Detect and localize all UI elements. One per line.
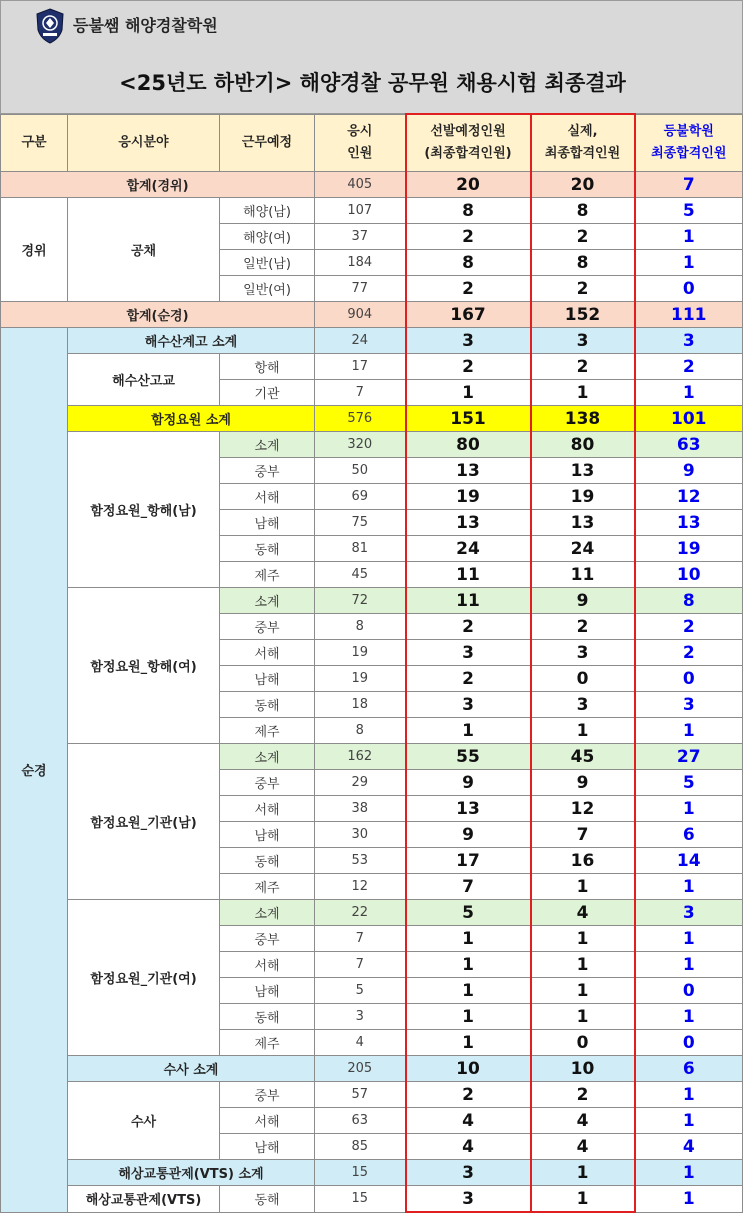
- cell-applicants: 3: [315, 1004, 406, 1030]
- cell-planned: 1: [406, 380, 531, 406]
- header-applicants: [315, 114, 406, 172]
- brand-name: 등불쌤 해양경찰학원: [73, 16, 218, 35]
- cell-applicants: 8: [315, 718, 406, 744]
- group-gigwan-f: 함정요원_기관(여): [68, 900, 220, 1056]
- cell-actual: 9: [531, 770, 635, 796]
- cell-applicants: 63: [315, 1108, 406, 1134]
- cell-actual: 2: [531, 1082, 635, 1108]
- cell-duty: 소계: [220, 588, 315, 614]
- header-planned-line1: 선발예정인원: [430, 124, 506, 139]
- cell-planned: 9: [406, 822, 531, 848]
- cell-duty: 동해: [220, 848, 315, 874]
- cell-academy: 8: [635, 588, 743, 614]
- cell-academy: 9: [635, 458, 743, 484]
- cell-duty: 중부: [220, 770, 315, 796]
- cell-academy: 0: [635, 276, 743, 302]
- cell-duty: 서해: [220, 952, 315, 978]
- cell-duty: 제주: [220, 1030, 315, 1056]
- cell-actual: 4: [531, 900, 635, 926]
- cell-applicants: 107: [315, 198, 406, 224]
- cell-applicants: 50: [315, 458, 406, 484]
- cell-planned: 11: [406, 562, 531, 588]
- cell-planned: 4: [406, 1134, 531, 1160]
- cell-academy: 5: [635, 770, 743, 796]
- cell-duty: 중부: [220, 458, 315, 484]
- cell-actual: 3: [531, 692, 635, 718]
- cell-duty: 제주: [220, 562, 315, 588]
- row-label: 해상교통관제(VTS) 소계: [68, 1160, 315, 1186]
- cell-duty: 남해: [220, 666, 315, 692]
- cell-applicants: 12: [315, 874, 406, 900]
- cell-duty: 중부: [220, 1082, 315, 1108]
- cell-duty: 항해: [220, 354, 315, 380]
- cell-applicants: 53: [315, 848, 406, 874]
- cell-planned: 20: [406, 172, 531, 198]
- cell-applicants: 85: [315, 1134, 406, 1160]
- cell-planned: 2: [406, 224, 531, 250]
- cell-academy: 14: [635, 848, 743, 874]
- cell-actual: 1: [531, 952, 635, 978]
- header-field: 응시분야: [68, 114, 220, 172]
- cell-planned: 3: [406, 640, 531, 666]
- cell-actual: 1: [531, 1160, 635, 1186]
- cell-academy: 2: [635, 354, 743, 380]
- cell-actual: 2: [531, 224, 635, 250]
- cell-planned: 24: [406, 536, 531, 562]
- table-row: [1, 198, 743, 224]
- cell-applicants: 205: [315, 1056, 406, 1082]
- table-row-subtotal: [1, 328, 743, 354]
- header-gubun: 구분: [1, 114, 68, 172]
- cell-applicants: 4: [315, 1030, 406, 1056]
- cell-actual: 1: [531, 1004, 635, 1030]
- cell-actual: 2: [531, 276, 635, 302]
- cell-planned: 1: [406, 1004, 531, 1030]
- cell-academy: 1: [635, 796, 743, 822]
- group-susa: 수사: [68, 1082, 220, 1160]
- cell-duty: 제주: [220, 874, 315, 900]
- cell-planned: 13: [406, 458, 531, 484]
- cell-applicants: 37: [315, 224, 406, 250]
- cell-applicants: 24: [315, 328, 406, 354]
- cell-academy: 2: [635, 640, 743, 666]
- group-hang-m: 함정요원_항해(남): [68, 432, 220, 588]
- cell-actual: 1: [531, 718, 635, 744]
- table-row-subtotal: [1, 406, 743, 432]
- cell-applicants: 75: [315, 510, 406, 536]
- cell-academy: 3: [635, 900, 743, 926]
- cell-duty: 해양(여): [220, 224, 315, 250]
- cell-academy: 19: [635, 536, 743, 562]
- cell-applicants: 19: [315, 640, 406, 666]
- group-gigwan-m: 함정요원_기관(남): [68, 744, 220, 900]
- cell-duty: 남해: [220, 822, 315, 848]
- cell-actual: 2: [531, 354, 635, 380]
- cell-applicants: 45: [315, 562, 406, 588]
- cell-actual: 4: [531, 1134, 635, 1160]
- cell-academy: 1: [635, 250, 743, 276]
- group-hang-f: 함정요원_항해(여): [68, 588, 220, 744]
- cell-academy: 63: [635, 432, 743, 458]
- cell-planned: 1: [406, 952, 531, 978]
- cell-duty: 중부: [220, 926, 315, 952]
- cell-academy: 10: [635, 562, 743, 588]
- cell-actual: 13: [531, 458, 635, 484]
- cell-actual: 3: [531, 640, 635, 666]
- header-academy-line2: 최종합격인원: [651, 145, 727, 161]
- cell-planned: 17: [406, 848, 531, 874]
- cell-academy: 1: [635, 1108, 743, 1134]
- cell-academy: 1: [635, 1082, 743, 1108]
- cell-applicants: 77: [315, 276, 406, 302]
- cell-applicants: 162: [315, 744, 406, 770]
- page-title: <25년도 하반기> 해양경찰 공무원 채용시험 최종결과: [119, 71, 626, 95]
- cell-academy: 0: [635, 978, 743, 1004]
- cell-applicants: 81: [315, 536, 406, 562]
- cell-planned: 55: [406, 744, 531, 770]
- cell-planned: 13: [406, 796, 531, 822]
- cell-planned: 80: [406, 432, 531, 458]
- cell-actual: 1: [531, 874, 635, 900]
- cell-academy: 1: [635, 874, 743, 900]
- table-row: [1, 432, 743, 458]
- cell-actual: 20: [531, 172, 635, 198]
- cell-applicants: 19: [315, 666, 406, 692]
- cell-actual: 0: [531, 1030, 635, 1056]
- cell-applicants: 320: [315, 432, 406, 458]
- cell-duty: 서해: [220, 796, 315, 822]
- cell-applicants: 72: [315, 588, 406, 614]
- cell-applicants: 5: [315, 978, 406, 1004]
- cell-applicants: 7: [315, 380, 406, 406]
- page-header: [0, 0, 743, 114]
- cell-planned: 2: [406, 614, 531, 640]
- cell-applicants: 7: [315, 926, 406, 952]
- cell-planned: 1: [406, 718, 531, 744]
- row-label: 합계(경위): [1, 172, 315, 198]
- header-applicants-line1: 응시: [347, 123, 373, 139]
- cell-actual: 7: [531, 822, 635, 848]
- table-row: [1, 588, 743, 614]
- cell-planned: 1: [406, 1030, 531, 1056]
- cell-academy: 101: [635, 406, 743, 432]
- table-row-subtotal: [1, 1160, 743, 1186]
- row-label: 수사 소계: [68, 1056, 315, 1082]
- cell-academy: 3: [635, 692, 743, 718]
- table-row-subtotal: [1, 1056, 743, 1082]
- cell-duty: 서해: [220, 640, 315, 666]
- cell-applicants: 184: [315, 250, 406, 276]
- header-actual: [531, 114, 635, 172]
- table-row-total-gyeongwi: [1, 172, 743, 198]
- cell-academy: 1: [635, 1004, 743, 1030]
- cell-planned: 10: [406, 1056, 531, 1082]
- cell-actual: 2: [531, 614, 635, 640]
- header-applicants-line2: 인원: [347, 145, 373, 161]
- cell-academy: 1: [635, 1160, 743, 1186]
- cell-planned: 3: [406, 1160, 531, 1186]
- header-academy: [635, 114, 743, 172]
- cell-planned: 8: [406, 198, 531, 224]
- cell-applicants: 18: [315, 692, 406, 718]
- table-row: [1, 900, 743, 926]
- cell-academy: 6: [635, 1056, 743, 1082]
- cell-actual: 24: [531, 536, 635, 562]
- cell-actual: 1: [531, 380, 635, 406]
- header-actual-line1: 실제,: [567, 124, 598, 139]
- cell-academy: 4: [635, 1134, 743, 1160]
- cell-planned: 3: [406, 692, 531, 718]
- cell-actual: 45: [531, 744, 635, 770]
- header-academy-line1: 등불학원: [663, 123, 714, 139]
- cell-planned: 1: [406, 978, 531, 1004]
- cell-actual: 1: [531, 1186, 635, 1213]
- cell-planned: 3: [406, 1186, 531, 1213]
- cell-academy: 1: [635, 926, 743, 952]
- cell-actual: 80: [531, 432, 635, 458]
- cell-actual: 3: [531, 328, 635, 354]
- row-label: 함정요원 소계: [68, 406, 315, 432]
- cell-actual: 1: [531, 926, 635, 952]
- row-label: 합계(순경): [1, 302, 315, 328]
- cell-planned: 9: [406, 770, 531, 796]
- cell-duty: 동해: [220, 1186, 315, 1213]
- cell-actual: 8: [531, 198, 635, 224]
- cell-actual: 0: [531, 666, 635, 692]
- cell-academy: 12: [635, 484, 743, 510]
- cell-duty: 동해: [220, 1004, 315, 1030]
- cell-actual: 10: [531, 1056, 635, 1082]
- group-vts: 해상교통관제(VTS): [68, 1186, 220, 1213]
- cell-applicants: 15: [315, 1160, 406, 1186]
- group-gongchae: 공채: [68, 198, 220, 302]
- cell-actual: 11: [531, 562, 635, 588]
- cell-academy: 5: [635, 198, 743, 224]
- cell-planned: 19: [406, 484, 531, 510]
- category-sungyeong: 순경: [1, 328, 68, 1213]
- cell-actual: 1: [531, 978, 635, 1004]
- header-planned: [406, 114, 531, 172]
- cell-planned: 5: [406, 900, 531, 926]
- cell-applicants: 69: [315, 484, 406, 510]
- cell-duty: 일반(여): [220, 276, 315, 302]
- cell-academy: 2: [635, 614, 743, 640]
- cell-academy: 0: [635, 1030, 743, 1056]
- table-row: [1, 744, 743, 770]
- cell-actual: 16: [531, 848, 635, 874]
- cell-duty: 서해: [220, 1108, 315, 1134]
- cell-actual: 19: [531, 484, 635, 510]
- cell-duty: 소계: [220, 432, 315, 458]
- table-header-row: [1, 114, 743, 172]
- cell-duty: 남해: [220, 1134, 315, 1160]
- cell-planned: 1: [406, 926, 531, 952]
- cell-planned: 2: [406, 354, 531, 380]
- cell-planned: 11: [406, 588, 531, 614]
- cell-academy: 1: [635, 952, 743, 978]
- table-row: [1, 1082, 743, 1108]
- results-table: [0, 113, 743, 1213]
- cell-actual: 9: [531, 588, 635, 614]
- cell-academy: 27: [635, 744, 743, 770]
- cell-academy: 7: [635, 172, 743, 198]
- cell-applicants: 405: [315, 172, 406, 198]
- cell-duty: 일반(남): [220, 250, 315, 276]
- cell-duty: 서해: [220, 484, 315, 510]
- cell-planned: 167: [406, 302, 531, 328]
- cell-planned: 7: [406, 874, 531, 900]
- cell-planned: 151: [406, 406, 531, 432]
- cell-academy: 111: [635, 302, 743, 328]
- cell-duty: 중부: [220, 614, 315, 640]
- cell-applicants: 8: [315, 614, 406, 640]
- cell-planned: 13: [406, 510, 531, 536]
- cell-academy: 1: [635, 718, 743, 744]
- cell-planned: 4: [406, 1108, 531, 1134]
- cell-academy: 3: [635, 328, 743, 354]
- cell-applicants: 30: [315, 822, 406, 848]
- header-duty: 근무예정: [220, 114, 315, 172]
- cell-planned: 2: [406, 666, 531, 692]
- cell-duty: 소계: [220, 744, 315, 770]
- cell-duty: 동해: [220, 692, 315, 718]
- cell-duty: 해양(남): [220, 198, 315, 224]
- cell-actual: 12: [531, 796, 635, 822]
- cell-actual: 152: [531, 302, 635, 328]
- cell-applicants: 17: [315, 354, 406, 380]
- cell-academy: 6: [635, 822, 743, 848]
- cell-academy: 13: [635, 510, 743, 536]
- cell-duty: 남해: [220, 978, 315, 1004]
- cell-planned: 3: [406, 328, 531, 354]
- header-actual-line2: 최종합격인원: [544, 146, 621, 161]
- cell-applicants: 29: [315, 770, 406, 796]
- cell-duty: 동해: [220, 536, 315, 562]
- academy-emblem-icon: [35, 8, 65, 44]
- table-row: [1, 354, 743, 380]
- cell-academy: 1: [635, 1186, 743, 1213]
- table-row-total-sungyeong: [1, 302, 743, 328]
- row-label: 해수산계고 소계: [68, 328, 315, 354]
- cell-actual: 8: [531, 250, 635, 276]
- cell-duty: 남해: [220, 510, 315, 536]
- cell-planned: 8: [406, 250, 531, 276]
- group-haesusan: 해수산고교: [68, 354, 220, 406]
- cell-actual: 13: [531, 510, 635, 536]
- cell-applicants: 576: [315, 406, 406, 432]
- category-gyeongwi: 경위: [1, 198, 68, 302]
- cell-planned: 2: [406, 276, 531, 302]
- cell-applicants: 22: [315, 900, 406, 926]
- cell-applicants: 38: [315, 796, 406, 822]
- cell-applicants: 15: [315, 1186, 406, 1213]
- cell-applicants: 57: [315, 1082, 406, 1108]
- cell-applicants: 7: [315, 952, 406, 978]
- cell-planned: 2: [406, 1082, 531, 1108]
- cell-duty: 제주: [220, 718, 315, 744]
- cell-academy: 1: [635, 380, 743, 406]
- cell-duty: 기관: [220, 380, 315, 406]
- cell-academy: 1: [635, 224, 743, 250]
- cell-academy: 0: [635, 666, 743, 692]
- cell-applicants: 904: [315, 302, 406, 328]
- table-row: [1, 1186, 743, 1213]
- cell-actual: 4: [531, 1108, 635, 1134]
- cell-actual: 138: [531, 406, 635, 432]
- header-planned-line2: (최종합격인원): [424, 146, 512, 161]
- cell-duty: 소계: [220, 900, 315, 926]
